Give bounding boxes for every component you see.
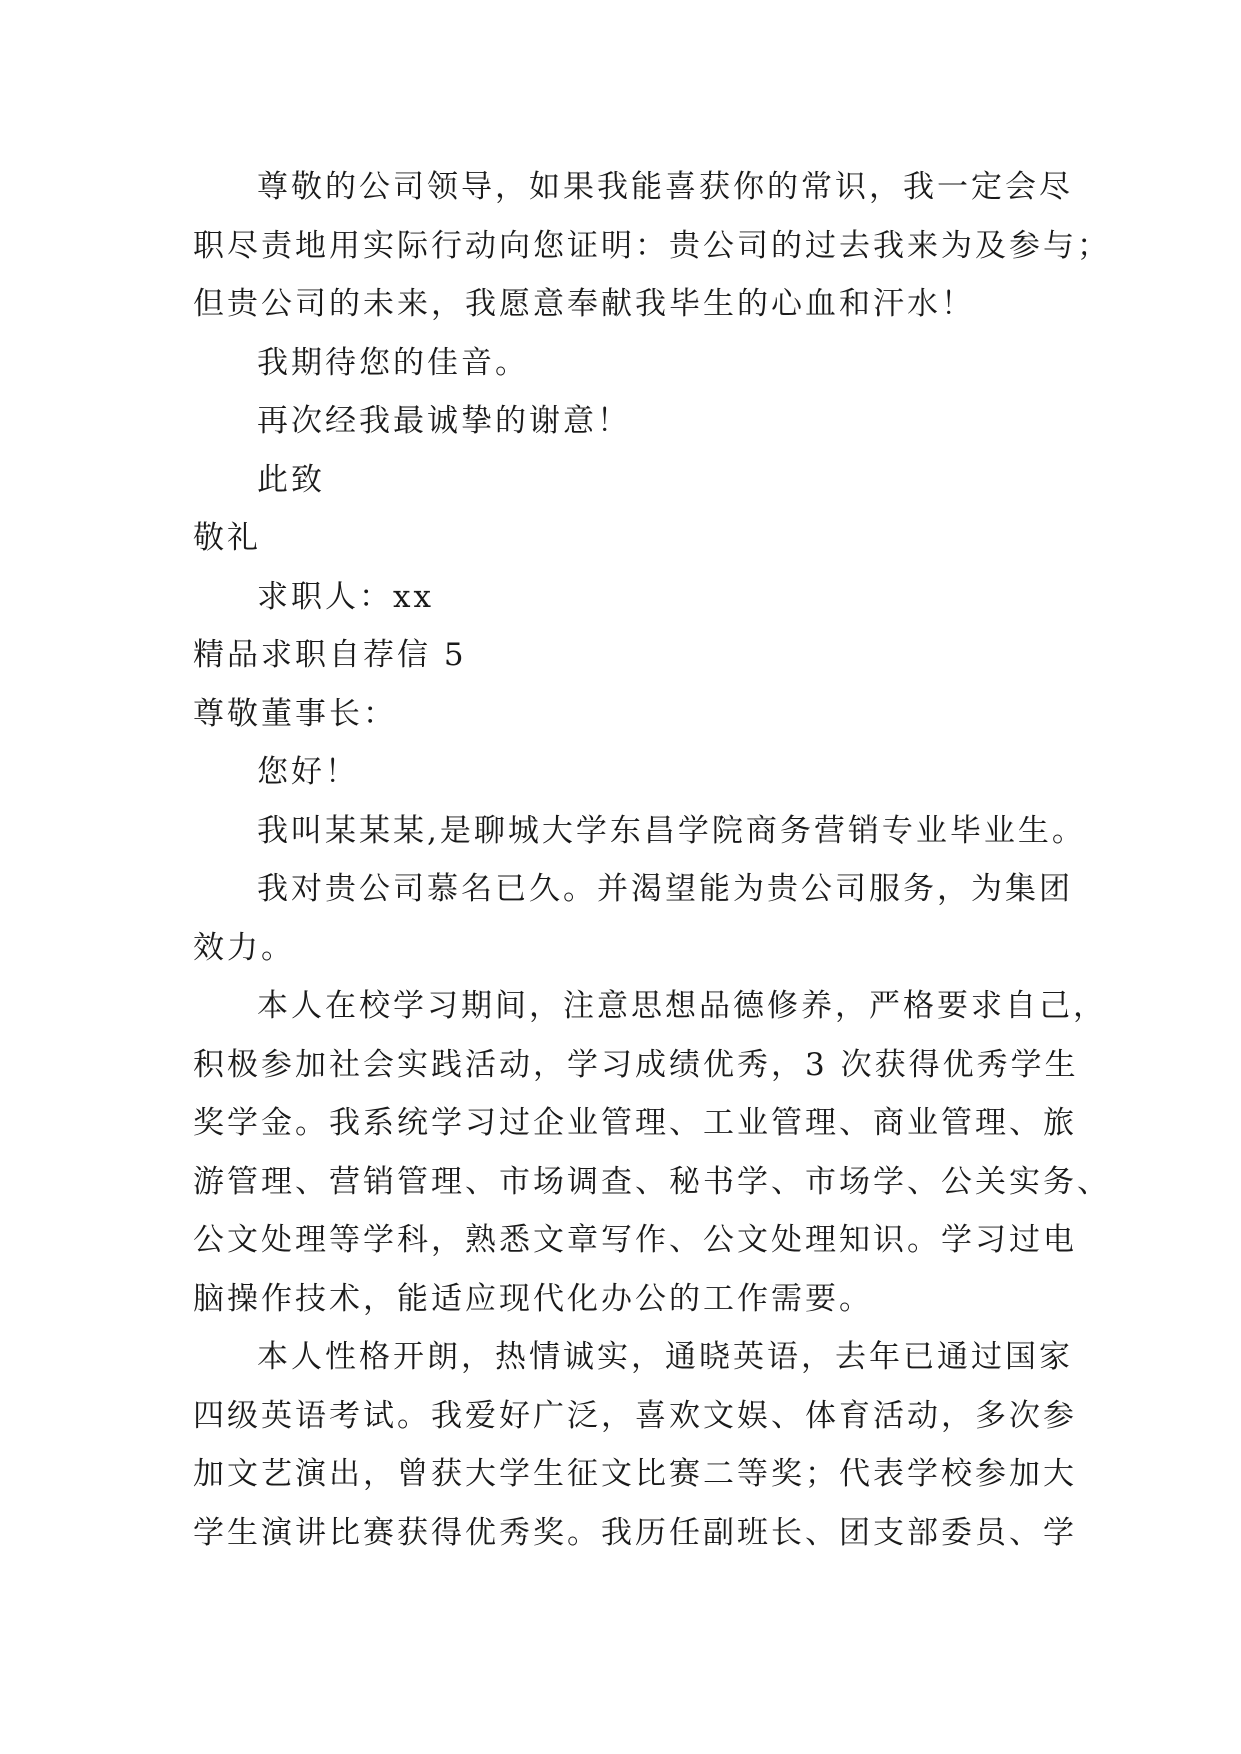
greeting-line: 您好！ (257, 754, 359, 790)
text-line: 脑操作技术，能适应现代化办公的工作需要。 (193, 1280, 873, 1317)
text-line: 尊敬的公司领导，如果我能喜获你的常识，我一定会尽 (257, 169, 1073, 205)
text-line: 本人在校学习期间，注意思想品德修养，严格要求自己， (257, 988, 1107, 1024)
text-line: 奖学金。我系统学习过企业管理、工业管理、商业管理、旅 (193, 1105, 1077, 1141)
text-line: 效力。 (193, 929, 295, 966)
text-line: 我期待您的佳音。 (257, 344, 529, 381)
closing-line: 此致 (257, 461, 325, 498)
text-line: 学生演讲比赛获得优秀奖。我历任副班长、团支部委员、学 (193, 1514, 1077, 1551)
text-line: 但贵公司的未来，我愿意奉献我毕生的心血和汗水！ (193, 286, 975, 322)
signature-line: 求职人：xx (257, 578, 434, 615)
text-line: 职尽责地用实际行动向您证明：贵公司的过去我来为及参与； (193, 227, 1111, 264)
text-line: 本人性格开朗，热情诚实，通晓英语，去年已通过国家 (257, 1339, 1073, 1375)
text-line: 再次经我最诚挚的谢意！ (257, 403, 631, 439)
text-line: 我对贵公司慕名已久。并渴望能为贵公司服务，为集团 (257, 871, 1073, 907)
text-line: 四级英语考试。我爱好广泛，喜欢文娱、体育活动，多次参 (193, 1397, 1077, 1434)
text-line: 公文处理等学科，熟悉文章写作、公文处理知识。学习过电 (193, 1222, 1077, 1258)
text-line: 积极参加社会实践活动，学习成绩优秀，3 次获得优秀学生 (193, 1046, 1079, 1083)
greeting-addressee: 尊敬董事长： (193, 695, 397, 732)
text-line: 加文艺演出，曾获大学生征文比赛二等奖；代表学校参加大 (193, 1456, 1077, 1492)
letter-body (193, 158, 1111, 1562)
section-heading: 精品求职自荐信 5 (193, 637, 467, 673)
salutation-line: 敬礼 (193, 520, 261, 556)
text-line: 游管理、营销管理、市场调查、秘书学、市场学、公关实务、 (193, 1163, 1111, 1200)
text-line: 我叫某某某,是聊城大学东昌学院商务营销专业毕业生。 (257, 812, 1086, 849)
